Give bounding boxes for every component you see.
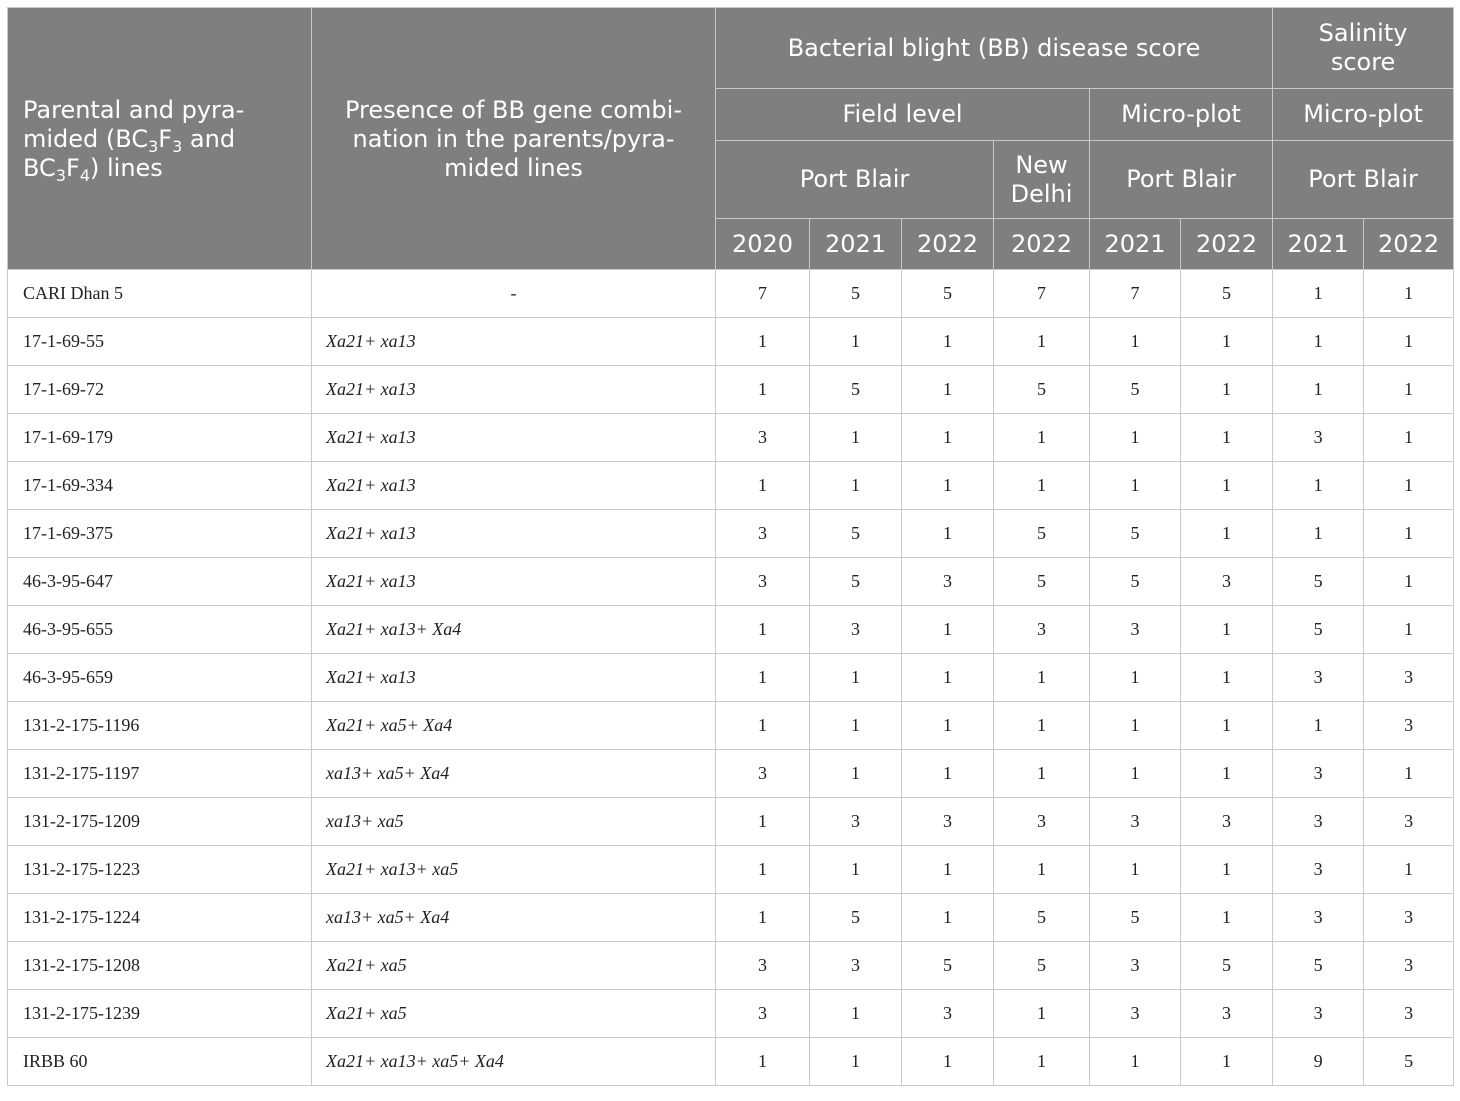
score-cell: 3 (902, 798, 994, 846)
score-cell: 3 (994, 798, 1090, 846)
gene-combination-cell: xa13+ xa5 (312, 798, 716, 846)
line-column-header: Parental and pyra- mided ($BC_3F_3$ and $BC_3F_4$) lines (8, 8, 312, 270)
year-header: 2022 (902, 219, 994, 270)
line-name-cell: 46-3-95-659 (8, 654, 312, 702)
score-cell: 1 (1364, 318, 1454, 366)
score-cell: 1 (1090, 654, 1181, 702)
table-row (8, 894, 1454, 942)
score-cell: 5 (994, 510, 1090, 558)
score-cell: 3 (1181, 798, 1273, 846)
score-cell: 1 (716, 1038, 810, 1086)
score-cell: 1 (810, 654, 902, 702)
gene-combination-cell: xa13+ xa5+ Xa4 (312, 894, 716, 942)
score-cell: 1 (810, 318, 902, 366)
score-cell: 3 (1364, 654, 1454, 702)
score-cell: 3 (1364, 990, 1454, 1038)
table-row (8, 606, 1454, 654)
score-cell: 1 (716, 366, 810, 414)
table-row (8, 318, 1454, 366)
score-cell: 1 (716, 702, 810, 750)
score-cell: 5 (1090, 366, 1181, 414)
micro-plot-port-blair-header: Port Blair (1090, 141, 1273, 219)
score-cell: 1 (902, 606, 994, 654)
score-cell: 1 (1364, 270, 1454, 318)
score-cell: 3 (1090, 990, 1181, 1038)
score-cell: 1 (1181, 366, 1273, 414)
score-cell: 1 (994, 750, 1090, 798)
table-row (8, 846, 1454, 894)
score-cell: 1 (1181, 846, 1273, 894)
score-cell: 1 (1090, 318, 1181, 366)
score-cell: 3 (1090, 942, 1181, 990)
gene-combination-cell: xa13+ xa5+ Xa4 (312, 750, 716, 798)
score-cell: 3 (1273, 846, 1364, 894)
line-name-cell: 17-1-69-179 (8, 414, 312, 462)
score-cell: 1 (1273, 270, 1364, 318)
year-header: 2020 (716, 219, 810, 270)
score-cell: 1 (1364, 414, 1454, 462)
line-name-cell: 17-1-69-375 (8, 510, 312, 558)
score-cell: 1 (716, 462, 810, 510)
score-cell: 5 (810, 510, 902, 558)
gene-combination-cell: Xa21+ xa13 (312, 510, 716, 558)
score-cell: 1 (1364, 606, 1454, 654)
score-cell: 5 (810, 270, 902, 318)
score-cell: 5 (994, 942, 1090, 990)
score-cell: 1 (902, 702, 994, 750)
bb-micro-plot-header: Micro-plot (1090, 89, 1273, 141)
score-cell: 1 (902, 1038, 994, 1086)
gene-combination-cell: Xa21+ xa13+ Xa4 (312, 606, 716, 654)
score-cell: 1 (1181, 894, 1273, 942)
line-name-cell: 17-1-69-72 (8, 366, 312, 414)
score-cell: 3 (1273, 414, 1364, 462)
score-cell: 1 (902, 366, 994, 414)
score-cell: 1 (1181, 1038, 1273, 1086)
score-cell: 1 (716, 846, 810, 894)
score-cell: 1 (1364, 750, 1454, 798)
score-cell: 1 (1090, 414, 1181, 462)
score-cell: 3 (1364, 942, 1454, 990)
score-cell: 1 (1273, 318, 1364, 366)
gene-combination-cell: Xa21+ xa13 (312, 414, 716, 462)
score-cell: 1 (810, 990, 902, 1038)
gene-combination-cell: Xa21+ xa13 (312, 654, 716, 702)
line-name-cell: 131-2-175-1208 (8, 942, 312, 990)
score-cell: 5 (1273, 942, 1364, 990)
score-cell: 3 (1090, 606, 1181, 654)
score-cell: 3 (810, 606, 902, 654)
score-cell: 1 (1273, 366, 1364, 414)
score-cell: 3 (810, 942, 902, 990)
score-cell: 3 (1273, 798, 1364, 846)
table-row (8, 510, 1454, 558)
score-cell: 3 (716, 942, 810, 990)
gene-combination-column-header: Presence of BB gene combi- nation in the parents/pyra- mided lines (312, 8, 716, 270)
score-cell: 1 (1273, 510, 1364, 558)
score-cell: 1 (994, 846, 1090, 894)
score-cell: 5 (1090, 894, 1181, 942)
table-row (8, 990, 1454, 1038)
score-cell: 1 (902, 894, 994, 942)
score-cell: 1 (716, 798, 810, 846)
table-row (8, 654, 1454, 702)
salinity-micro-plot-header: Micro-plot (1273, 89, 1454, 141)
gene-combination-cell: Xa21+ xa13+ xa5 (312, 846, 716, 894)
field-port-blair-header: Port Blair (716, 141, 994, 219)
gene-combination-cell: Xa21+ xa5 (312, 990, 716, 1038)
score-cell: 7 (1090, 270, 1181, 318)
table-body (8, 270, 1454, 1086)
score-cell: 1 (994, 462, 1090, 510)
score-cell: 3 (1181, 990, 1273, 1038)
score-cell: 1 (1273, 702, 1364, 750)
score-cell: 3 (902, 558, 994, 606)
bb-disease-score-header: Bacterial blight (BB) disease score (716, 8, 1273, 89)
table-row (8, 750, 1454, 798)
score-cell: 1 (1181, 702, 1273, 750)
score-cell: 3 (716, 510, 810, 558)
score-cell: 3 (994, 606, 1090, 654)
score-cell: 5 (902, 270, 994, 318)
year-header: 2022 (1181, 219, 1273, 270)
score-cell: 3 (716, 990, 810, 1038)
score-cell: 3 (1273, 750, 1364, 798)
score-cell: 1 (810, 750, 902, 798)
score-cell: 1 (1090, 702, 1181, 750)
bb-salinity-score-table (7, 7, 1454, 1086)
score-cell: 1 (1364, 462, 1454, 510)
score-cell: 1 (1090, 750, 1181, 798)
year-header: 2021 (1273, 219, 1364, 270)
score-cell: 1 (810, 702, 902, 750)
score-cell: 1 (1181, 414, 1273, 462)
table-row (8, 366, 1454, 414)
score-cell: 3 (1364, 702, 1454, 750)
salinity-score-header: Salinity score (1273, 8, 1454, 89)
score-cell: 5 (1273, 606, 1364, 654)
score-cell: 3 (716, 750, 810, 798)
gene-combination-cell: Xa21+ xa5+ Xa4 (312, 702, 716, 750)
score-cell: 7 (994, 270, 1090, 318)
score-cell: 3 (1181, 558, 1273, 606)
score-cell: 1 (1090, 462, 1181, 510)
year-header: 2022 (1364, 219, 1454, 270)
score-cell: 1 (902, 654, 994, 702)
score-cell: 3 (1090, 798, 1181, 846)
gene-combination-cell: Xa21+ xa13 (312, 318, 716, 366)
score-cell: 1 (994, 702, 1090, 750)
line-name-cell: IRBB 60 (8, 1038, 312, 1086)
score-cell: 3 (716, 414, 810, 462)
gene-combination-cell: Xa21+ xa5 (312, 942, 716, 990)
score-cell: 1 (716, 654, 810, 702)
score-cell: 3 (902, 990, 994, 1038)
score-cell: 1 (1090, 1038, 1181, 1086)
score-cell: 3 (1273, 654, 1364, 702)
score-cell: 1 (1364, 366, 1454, 414)
year-header: 2021 (1090, 219, 1181, 270)
table-row (8, 270, 1454, 318)
score-cell: 5 (810, 366, 902, 414)
score-cell: 5 (1364, 1038, 1454, 1086)
score-cell: 1 (994, 1038, 1090, 1086)
score-cell: 1 (810, 462, 902, 510)
score-cell: 1 (994, 414, 1090, 462)
score-cell: 1 (1181, 510, 1273, 558)
score-cell: 1 (902, 510, 994, 558)
score-cell: 1 (902, 462, 994, 510)
gene-combination-cell: Xa21+ xa13 (312, 366, 716, 414)
score-cell: 1 (902, 414, 994, 462)
gene-combination-cell: Xa21+ xa13+ xa5+ Xa4 (312, 1038, 716, 1086)
score-cell: 1 (1181, 654, 1273, 702)
score-cell: 1 (1090, 846, 1181, 894)
gene-combination-cell: Xa21+ xa13 (312, 462, 716, 510)
field-level-header: Field level (716, 89, 1090, 141)
score-cell: 9 (1273, 1038, 1364, 1086)
score-cell: 5 (1181, 942, 1273, 990)
score-cell: 1 (1181, 606, 1273, 654)
score-cell: 1 (1364, 846, 1454, 894)
score-cell: 5 (1090, 558, 1181, 606)
line-name-cell: 131-2-175-1224 (8, 894, 312, 942)
line-name-cell: CARI Dhan 5 (8, 270, 312, 318)
table-row (8, 414, 1454, 462)
score-cell: 1 (902, 846, 994, 894)
score-cell: 5 (994, 366, 1090, 414)
score-cell: 5 (994, 558, 1090, 606)
score-cell: 5 (902, 942, 994, 990)
score-cell: 1 (994, 654, 1090, 702)
score-cell: 1 (994, 990, 1090, 1038)
score-cell: 1 (1181, 318, 1273, 366)
year-header: 2022 (994, 219, 1090, 270)
score-cell: 1 (1181, 462, 1273, 510)
score-cell: 1 (810, 846, 902, 894)
score-cell: 5 (1090, 510, 1181, 558)
score-cell: 1 (994, 318, 1090, 366)
table-row (8, 462, 1454, 510)
table-row (8, 702, 1454, 750)
score-cell: 3 (1273, 990, 1364, 1038)
gene-combination-cell: Xa21+ xa13 (312, 558, 716, 606)
score-cell: 3 (810, 798, 902, 846)
score-cell: 5 (1273, 558, 1364, 606)
score-cell: 5 (1181, 270, 1273, 318)
score-cell: 7 (716, 270, 810, 318)
line-name-cell: 131-2-175-1197 (8, 750, 312, 798)
score-cell: 1 (902, 750, 994, 798)
new-delhi-header: New Delhi (994, 141, 1090, 219)
line-name-cell: 46-3-95-647 (8, 558, 312, 606)
line-name-cell: 131-2-175-1196 (8, 702, 312, 750)
score-cell: 1 (716, 606, 810, 654)
salinity-port-blair-header: Port Blair (1273, 141, 1454, 219)
score-cell: 3 (1273, 894, 1364, 942)
line-name-cell: 131-2-175-1209 (8, 798, 312, 846)
score-cell: 5 (994, 894, 1090, 942)
line-name-cell: 17-1-69-55 (8, 318, 312, 366)
score-cell: 1 (1273, 462, 1364, 510)
score-cell: 3 (1364, 894, 1454, 942)
score-cell: 3 (716, 558, 810, 606)
table-row (8, 798, 1454, 846)
table-row (8, 1038, 1454, 1086)
score-cell: 1 (902, 318, 994, 366)
score-cell: 5 (810, 894, 902, 942)
line-name-cell: 131-2-175-1239 (8, 990, 312, 1038)
score-cell: 1 (1181, 750, 1273, 798)
line-name-cell: 131-2-175-1223 (8, 846, 312, 894)
score-cell: 3 (1364, 798, 1454, 846)
score-cell: 1 (1364, 510, 1454, 558)
score-cell: 1 (1364, 558, 1454, 606)
year-header: 2021 (810, 219, 902, 270)
table-row (8, 942, 1454, 990)
score-cell: 1 (716, 318, 810, 366)
line-name-cell: 17-1-69-334 (8, 462, 312, 510)
score-cell: 5 (810, 558, 902, 606)
score-cell: 1 (810, 414, 902, 462)
table-header (8, 8, 1454, 270)
score-cell: 1 (810, 1038, 902, 1086)
table-row (8, 558, 1454, 606)
score-cell: 1 (716, 894, 810, 942)
gene-combination-cell: - (312, 270, 716, 318)
line-name-cell: 46-3-95-655 (8, 606, 312, 654)
